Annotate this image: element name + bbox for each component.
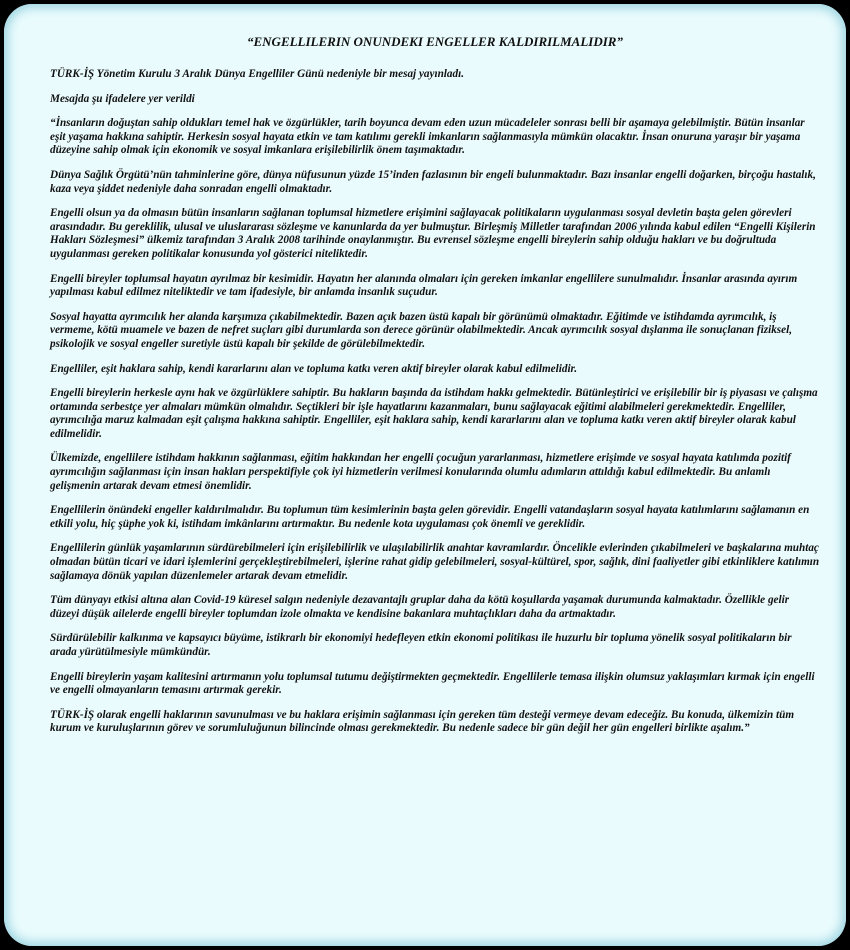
paragraph: Engellilerin günlük yaşamlarının sürdürebilmeleri için erişilebilirlik ve ulaşılabilirlik anahtar kavramlardır. Öncelikle evlerinden çıkabilmeleri ve başkalarına muhtaç olmadan bütün ticari ve idari işlemlerini gerçekleştirebilmeleri, işlerine rahat gidip gelebilmeleri, sosyal-kültürel, spor, sağlık, dini faaliyetler gibi etkinliklere katılımın sağlamaya dönük yapılan düzenlemeler artarak devam etmelidir. bbox=[50, 542, 820, 582]
paragraph: Engelli bireylerin herkesle aynı hak ve özgürlüklere sahiptir. Bu hakların başında da istihdam hakkı gelmektedir. Bütünleştirici ve erişilebilir bir iş piyasası ve çalışma ortamında serbestçe yer almaları mümkün olmalıdır. Seçtikleri bir işle hayatlarını kazanmaları, bunu sağlayacak eğitimi alabilmeleri gerekmektedir. Engelliler, ayrımcılığa maruz kalmadan eşit çalışma hakkına sahiptir. Engelliler, eşit haklara sahip, kendi kararlarını alan ve topluma katkı veren aktif bireyler olarak kabul edilmelidir. bbox=[50, 387, 818, 440]
paragraph: Engellilerin önündeki engeller kaldırılmalıdır. Bu toplumun tüm kesimlerinin başta gelen görevidir. Engelli vatandaşların sosyal hayata katılımlarını sağlamanın en etkili yolu, hiç şüphe yok ki, istihdam imkânlarını artırmaktır. Bu nedenle kota uygulaması çok önemli ve gereklidir. bbox=[50, 504, 810, 530]
paragraph: Engelli olsun ya da olmasın bütün insanların sağlanan toplumsal hizmetlere erişimini sağlayacak politikaların uygulanması sosyal devletin başta gelen görevleri arasındadır. Bu gereklilik, ulusal ve uluslararası sözleşme ve kanunlarda da yer bulmuştur. Birleşmiş Milletler tarafından 2006 yılında kabul edilen “Engelli Kişilerin Hakları Sözleşmesi” ülkemiz tarafından 3 Aralık 2008 tarihinde onaylanmıştır. Bu evrensel sözleşme engelli bireylerin sahip olduğu hakları ve bu doğrultuda uygulanması gereken politikalar konusunda yol gösterici niteliktedir. bbox=[50, 207, 816, 260]
paragraph: Ülkemizde, engellilere istihdam hakkının sağlanması, eğitim hakkından her engelli çocuğun yararlanması, hizmetlere erişimde ve sosyal hayata katılımda pozitif ayrımcılığın sağlanması için insan hakları perspektifiyle çok iyi hizmetlerin verilmesi konularında olumlu adımların attıldığı kabul edilmektedir. Bu anlamlı gelişmenin artarak devam etmesi önemlidir. bbox=[50, 452, 791, 492]
paragraph: “İnsanların doğuştan sahip oldukları temel hak ve özgürlükler, tarih boyunca devam eden uzun mücadeleler sonrası belli bir aşamaya gelebilmiştir. Bütün insanlar eşit yaşama hakkına sahiptir. Herkesin sosyal hayata etkin ve tam katılımı gerekli imkanların sağlanmasıyla mümkün olacaktır. İnsan onuruna yaraşır bir yaşama düzeyine sahip olmak için ekonomik ve sosyal imkanlara erişilebilirlik önem taşımaktadır. bbox=[50, 117, 805, 157]
paragraph: Tüm dünyayı etkisi altına alan Covid-19 küresel salgın nedeniyle dezavantajlı gruplar daha da kötü koşullarda yaşamak durumunda kalmaktadır. Özellikle gelir düzeyi düşük ailelerde engelli bireyler toplumdan izole olmakta ve kendisine bakanlara muhtaçlıkları daha da artmaktadır. bbox=[50, 594, 790, 620]
paragraph: Sosyal hayatta ayrımcılık her alanda karşımıza çıkabilmektedir. Bazen açık bazen üstü kapalı bir görünümü olmaktadır. Eğitimde ve istihdamda ayrımcılık, iş vermeme, kötü muamele ve bazen de nefret suçları gibi durumlarda son derece görünür olabilmektedir. Ancak ayrımcılık sosyal dışlanma ile sonuçlanan fiziksel, psikolojik ve sosyal engeller suretiyle üstü kapalı bir şekilde de görülebilmektedir. bbox=[50, 310, 793, 350]
paragraph-announcement: TÜRK-İŞ Yönetim Kurulu 3 Aralık Dünya Engelliler Günü nedeniyle bir mesaj yayınladı. bbox=[50, 68, 464, 80]
document-title: “ENGELLILERIN ONUNDEKI ENGELLER KALDIRILMALIDIR” bbox=[247, 34, 623, 49]
paragraph: Engelli bireyler toplumsal hayatın ayrılmaz bir kesimidir. Hayatın her alanında olmaları için gereken imkanlar engellilere sunulmalıdır. İnsanlar arasında ayırım yapılması kabul edilmez niteliktedir ve tam ifadesiyle, bir anlamda insanlık suçudur. bbox=[50, 272, 798, 299]
document-page bbox=[4, 4, 846, 946]
paragraph-intro: Mesajda şu ifadelere yer verildi bbox=[50, 92, 195, 105]
paragraph: Dünya Sağlık Örgütü’nün tahminlerine göre, dünya nüfusunun yüzde 15’inden fazlasının bir engeli bulunmaktadır. Bazı insanlar engelli doğarken, birçoğu hastalık, kaza veya şiddet nedeniyle daha sonradan engelli olmaktadır. bbox=[50, 168, 816, 195]
paragraph: Engelliler, eşit haklara sahip, kendi kararlarını alan ve topluma katkı veren aktif bireyler olarak kabul edilmelidir. bbox=[50, 362, 578, 375]
paragraph: Engelli bireylerin yaşam kalitesini artırmanın yolu toplumsal tutumu değiştirmekten geçmektedir. Engellilerle temasa ilişkin olumsuz yaklaşımları kırmak için engelli ve engelli olmayanların temasını artırmak gerekir. bbox=[50, 670, 815, 697]
paragraph: Sürdürülebilir kalkınma ve kapsayıcı büyüme, istikrarlı bir ekonomiyi hedefleyen etkin ekonomi politikası ile huzurlu bir topluma yönelik sosyal politikaların bir arada yürütülmesiyle mümkündür. bbox=[50, 632, 792, 658]
paragraph-closing: TÜRK-İŞ olarak engelli haklarının savunulması ve bu haklara erişimin sağlanması için gereken tüm desteği vermeye devam edeceğiz. Bu konuda, ülkemizin tüm kurum ve kuruluşlarının görev ve sorumluluğunun bilincinde olması gerekmektedir. Bu nedenle sadece bir gün değil her gün engelleri birlikte aşalım.” bbox=[50, 708, 795, 735]
